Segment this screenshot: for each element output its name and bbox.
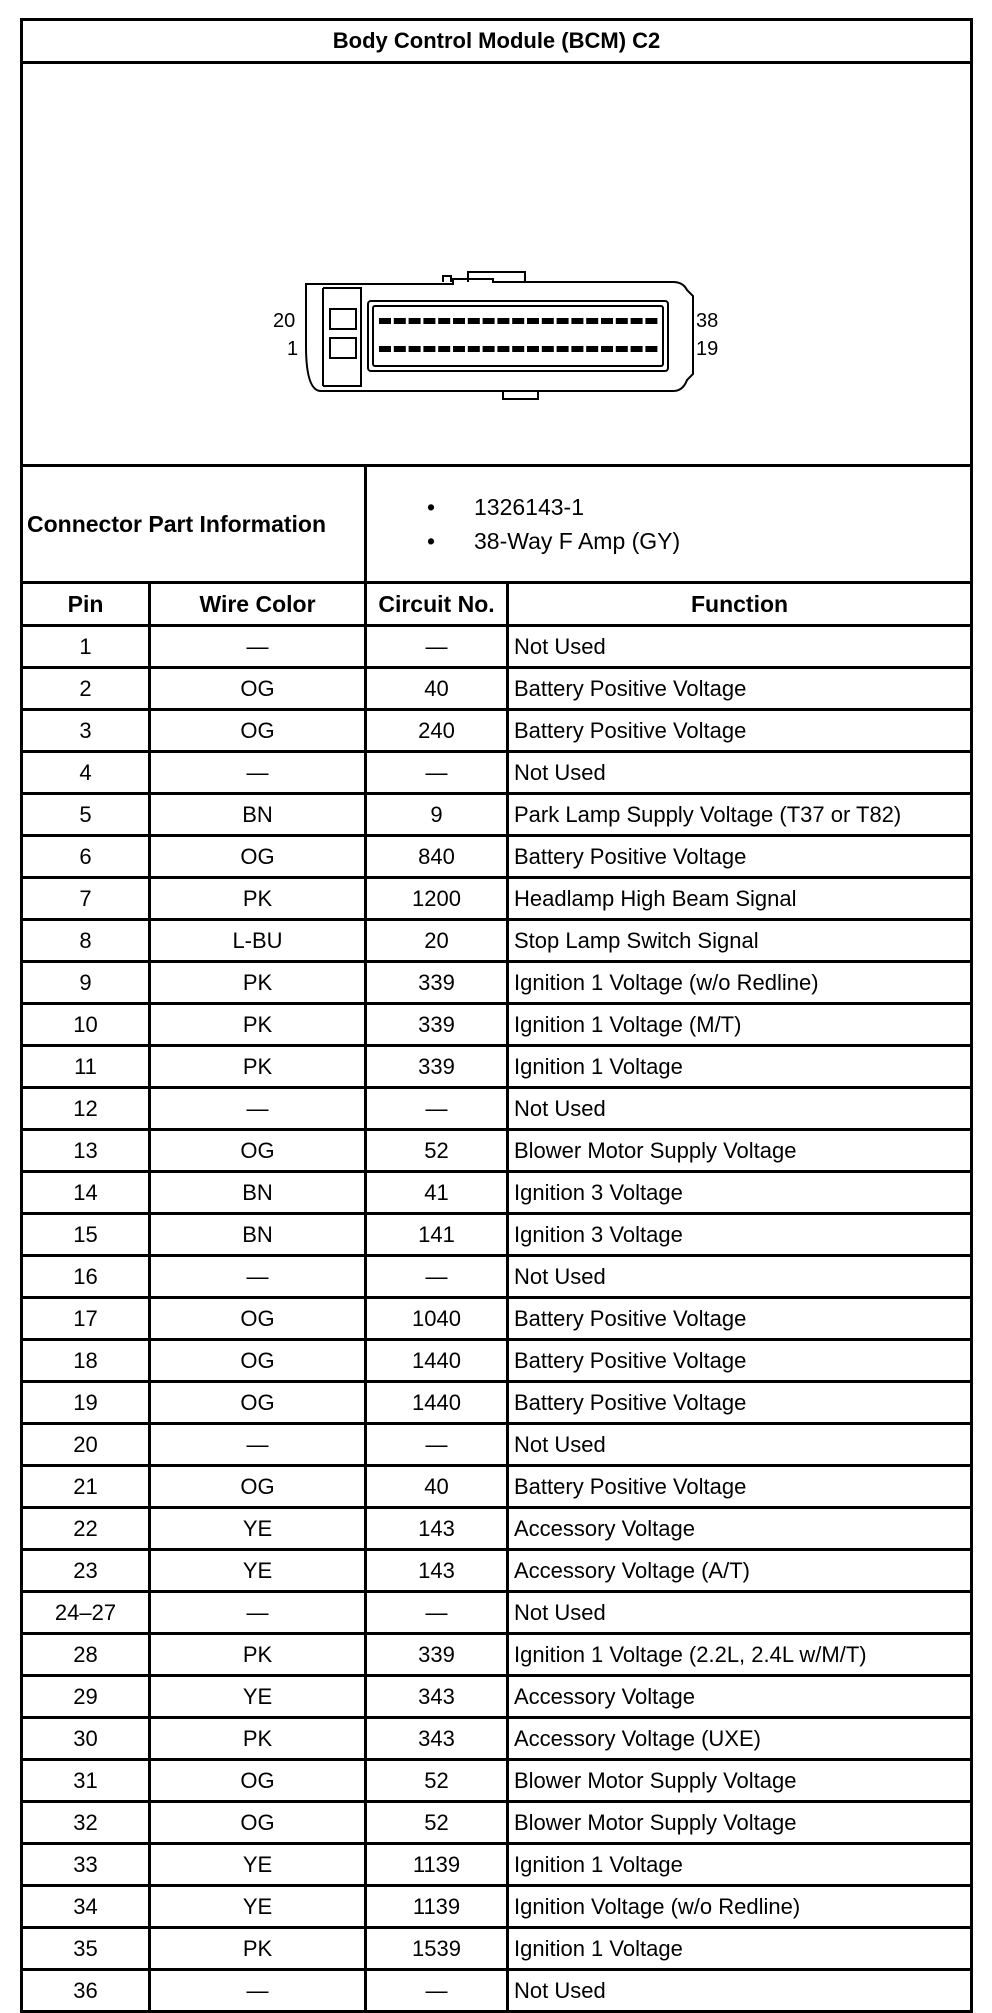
function-cell: Ignition Voltage (w/o Redline) bbox=[508, 1886, 972, 1928]
pin-cell: 2 bbox=[22, 668, 150, 710]
connector-description: 38-Way F Amp (GY) bbox=[474, 528, 681, 554]
table-row bbox=[22, 1046, 972, 1088]
circuit-cell: 343 bbox=[366, 1676, 508, 1718]
pin-cell: 13 bbox=[22, 1130, 150, 1172]
pin-cavity bbox=[453, 318, 465, 324]
connector-info-item bbox=[367, 490, 970, 524]
circuit-cell: 1200 bbox=[366, 878, 508, 920]
circuit-cell: 143 bbox=[366, 1508, 508, 1550]
column-header-pin: Pin bbox=[22, 583, 150, 626]
wire-color-cell: BN bbox=[150, 1214, 366, 1256]
circuit-cell: — bbox=[366, 752, 508, 794]
wire-color-cell: YE bbox=[150, 1550, 366, 1592]
pin-cavity bbox=[468, 346, 480, 352]
function-cell: Battery Positive Voltage bbox=[508, 1298, 972, 1340]
wire-color-cell: PK bbox=[150, 1718, 366, 1760]
pin-cell: 15 bbox=[22, 1214, 150, 1256]
pin-cavity bbox=[394, 318, 406, 324]
pin-cavity bbox=[645, 318, 657, 324]
connector-table bbox=[20, 18, 973, 2013]
pin-cell: 3 bbox=[22, 710, 150, 752]
circuit-cell: — bbox=[366, 1970, 508, 2012]
wire-color-cell: PK bbox=[150, 1928, 366, 1970]
function-cell: Accessory Voltage bbox=[508, 1676, 972, 1718]
column-header-circuit: Circuit No. bbox=[366, 583, 508, 626]
pin-label-top-left: 20 bbox=[273, 310, 296, 332]
connector-face-icon bbox=[23, 64, 973, 464]
table-row bbox=[22, 878, 972, 920]
wire-color-cell: PK bbox=[150, 878, 366, 920]
pin-cell: 29 bbox=[22, 1676, 150, 1718]
table-row bbox=[22, 1718, 972, 1760]
table-row bbox=[22, 1634, 972, 1676]
table-row bbox=[22, 1382, 972, 1424]
column-header-wire-color: Wire Color bbox=[150, 583, 366, 626]
pin-cavity bbox=[571, 346, 583, 352]
circuit-cell: 1040 bbox=[366, 1298, 508, 1340]
table-row bbox=[22, 668, 972, 710]
pin-cell: 32 bbox=[22, 1802, 150, 1844]
circuit-cell: 1539 bbox=[366, 1928, 508, 1970]
table-row bbox=[22, 1508, 972, 1550]
circuit-cell: 52 bbox=[366, 1802, 508, 1844]
pin-cavity bbox=[497, 346, 509, 352]
connector-info-label: Connector Part Information bbox=[22, 466, 366, 583]
circuit-cell: 20 bbox=[366, 920, 508, 962]
function-cell: Not Used bbox=[508, 752, 972, 794]
wire-color-cell: PK bbox=[150, 1004, 366, 1046]
column-header-function: Function bbox=[508, 583, 972, 626]
wire-color-cell: — bbox=[150, 752, 366, 794]
pin-cell: 5 bbox=[22, 794, 150, 836]
pin-cell: 10 bbox=[22, 1004, 150, 1046]
pin-cell: 21 bbox=[22, 1466, 150, 1508]
table-row bbox=[22, 1802, 972, 1844]
wire-color-cell: — bbox=[150, 1592, 366, 1634]
table-row bbox=[22, 836, 972, 878]
wire-color-cell: BN bbox=[150, 794, 366, 836]
pin-cavity bbox=[542, 346, 554, 352]
pin-cell: 14 bbox=[22, 1172, 150, 1214]
wire-color-cell: — bbox=[150, 1424, 366, 1466]
table-row bbox=[22, 710, 972, 752]
table-row bbox=[22, 1214, 972, 1256]
bullet-icon: • bbox=[427, 494, 436, 520]
function-cell: Battery Positive Voltage bbox=[508, 668, 972, 710]
circuit-cell: — bbox=[366, 1424, 508, 1466]
wire-color-cell: — bbox=[150, 1088, 366, 1130]
pin-cavity bbox=[438, 346, 450, 352]
wire-color-cell: PK bbox=[150, 1046, 366, 1088]
function-cell: Accessory Voltage bbox=[508, 1508, 972, 1550]
function-cell: Stop Lamp Switch Signal bbox=[508, 920, 972, 962]
table-row bbox=[22, 1130, 972, 1172]
table-row bbox=[22, 1970, 972, 2012]
circuit-cell: 141 bbox=[366, 1214, 508, 1256]
function-cell: Blower Motor Supply Voltage bbox=[508, 1760, 972, 1802]
wire-color-cell: PK bbox=[150, 1634, 366, 1676]
wire-color-cell: L-BU bbox=[150, 920, 366, 962]
pin-cell: 23 bbox=[22, 1550, 150, 1592]
pin-cavity bbox=[423, 318, 435, 324]
pin-cell: 8 bbox=[22, 920, 150, 962]
pin-cavity bbox=[453, 346, 465, 352]
pin-cell: 1 bbox=[22, 626, 150, 668]
pin-cavity bbox=[586, 346, 598, 352]
pin-cell: 11 bbox=[22, 1046, 150, 1088]
part-number: 1326143-1 bbox=[474, 494, 584, 520]
table-row bbox=[22, 626, 972, 668]
pin-cavity bbox=[527, 318, 539, 324]
function-cell: Ignition 1 Voltage (w/o Redline) bbox=[508, 962, 972, 1004]
circuit-cell: — bbox=[366, 1256, 508, 1298]
wire-color-cell: OG bbox=[150, 1466, 366, 1508]
table-row bbox=[22, 1424, 972, 1466]
pin-cavity bbox=[557, 346, 569, 352]
pin-cell: 4 bbox=[22, 752, 150, 794]
wire-color-cell: OG bbox=[150, 710, 366, 752]
pin-cavity bbox=[483, 346, 495, 352]
pin-label-bottom-left: 1 bbox=[287, 338, 299, 360]
pin-cell: 19 bbox=[22, 1382, 150, 1424]
page-title: Body Control Module (BCM) C2 bbox=[22, 20, 972, 63]
circuit-cell: 343 bbox=[366, 1718, 508, 1760]
table-row bbox=[22, 1676, 972, 1718]
function-cell: Battery Positive Voltage bbox=[508, 1340, 972, 1382]
wire-color-cell: YE bbox=[150, 1676, 366, 1718]
wire-color-cell: — bbox=[150, 1256, 366, 1298]
circuit-cell: 52 bbox=[366, 1760, 508, 1802]
function-cell: Not Used bbox=[508, 1424, 972, 1466]
table-row bbox=[22, 920, 972, 962]
circuit-cell: 40 bbox=[366, 668, 508, 710]
circuit-cell: 1139 bbox=[366, 1886, 508, 1928]
function-cell: Blower Motor Supply Voltage bbox=[508, 1130, 972, 1172]
pin-cavity bbox=[438, 318, 450, 324]
wire-color-cell: — bbox=[150, 1970, 366, 2012]
table-row bbox=[22, 1088, 972, 1130]
table-row bbox=[22, 1004, 972, 1046]
pin-cavity bbox=[601, 318, 613, 324]
pin-cavity bbox=[423, 346, 435, 352]
pin-cavity bbox=[571, 318, 583, 324]
table-row bbox=[22, 1298, 972, 1340]
circuit-cell: — bbox=[366, 1592, 508, 1634]
table-row bbox=[22, 752, 972, 794]
table-row bbox=[22, 1466, 972, 1508]
function-cell: Headlamp High Beam Signal bbox=[508, 878, 972, 920]
function-cell: Battery Positive Voltage bbox=[508, 1466, 972, 1508]
pin-label-bottom-right: 19 bbox=[696, 338, 719, 360]
circuit-cell: 41 bbox=[366, 1172, 508, 1214]
pin-cell: 7 bbox=[22, 878, 150, 920]
wire-color-cell: OG bbox=[150, 1382, 366, 1424]
circuit-cell: 1440 bbox=[366, 1382, 508, 1424]
function-cell: Not Used bbox=[508, 1088, 972, 1130]
circuit-cell: 143 bbox=[366, 1550, 508, 1592]
circuit-cell: — bbox=[366, 1088, 508, 1130]
circuit-cell: 1139 bbox=[366, 1844, 508, 1886]
pin-cavity bbox=[379, 318, 391, 324]
function-cell: Blower Motor Supply Voltage bbox=[508, 1802, 972, 1844]
wire-color-cell: YE bbox=[150, 1886, 366, 1928]
table-row bbox=[22, 794, 972, 836]
function-cell: Ignition 1 Voltage bbox=[508, 1928, 972, 1970]
pin-cell: 12 bbox=[22, 1088, 150, 1130]
pin-cell: 28 bbox=[22, 1634, 150, 1676]
pin-cavity bbox=[616, 346, 628, 352]
function-cell: Ignition 3 Voltage bbox=[508, 1214, 972, 1256]
pin-cavity bbox=[409, 318, 421, 324]
connector-info-list bbox=[366, 466, 972, 583]
pin-cell: 16 bbox=[22, 1256, 150, 1298]
circuit-cell: 9 bbox=[366, 794, 508, 836]
function-cell: Ignition 1 Voltage (2.2L, 2.4L w/M/T) bbox=[508, 1634, 972, 1676]
pin-cavity bbox=[379, 346, 391, 352]
circuit-cell: 52 bbox=[366, 1130, 508, 1172]
table-row bbox=[22, 962, 972, 1004]
function-cell: Not Used bbox=[508, 1592, 972, 1634]
circuit-cell: 339 bbox=[366, 962, 508, 1004]
table-row bbox=[22, 1886, 972, 1928]
table-row bbox=[22, 1256, 972, 1298]
wire-color-cell: YE bbox=[150, 1844, 366, 1886]
pin-cell: 17 bbox=[22, 1298, 150, 1340]
function-cell: Not Used bbox=[508, 626, 972, 668]
pin-cell: 6 bbox=[22, 836, 150, 878]
function-cell: Battery Positive Voltage bbox=[508, 836, 972, 878]
function-cell: Not Used bbox=[508, 1256, 972, 1298]
circuit-cell: 339 bbox=[366, 1046, 508, 1088]
wire-color-cell: BN bbox=[150, 1172, 366, 1214]
function-cell: Battery Positive Voltage bbox=[508, 710, 972, 752]
pin-cell: 35 bbox=[22, 1928, 150, 1970]
circuit-cell: 339 bbox=[366, 1004, 508, 1046]
pin-cavity bbox=[557, 318, 569, 324]
pin-cell: 22 bbox=[22, 1508, 150, 1550]
table-row bbox=[22, 1592, 972, 1634]
table-row bbox=[22, 1340, 972, 1382]
pin-cavity bbox=[631, 318, 643, 324]
function-cell: Ignition 1 Voltage (M/T) bbox=[508, 1004, 972, 1046]
pin-cavity bbox=[512, 318, 524, 324]
wire-color-cell: PK bbox=[150, 962, 366, 1004]
pin-cavity bbox=[631, 346, 643, 352]
pin-cavity bbox=[497, 318, 509, 324]
pin-cavity bbox=[616, 318, 628, 324]
pin-cavity bbox=[483, 318, 495, 324]
circuit-cell: — bbox=[366, 626, 508, 668]
pin-cavity bbox=[645, 346, 657, 352]
function-cell: Not Used bbox=[508, 1970, 972, 2012]
pin-cavity bbox=[409, 346, 421, 352]
circuit-cell: 840 bbox=[366, 836, 508, 878]
circuit-cell: 1440 bbox=[366, 1340, 508, 1382]
pin-cavity bbox=[586, 318, 598, 324]
pin-cell: 36 bbox=[22, 1970, 150, 2012]
pin-cavity bbox=[542, 318, 554, 324]
wire-color-cell: OG bbox=[150, 1298, 366, 1340]
table-row bbox=[22, 1928, 972, 1970]
pin-cavity bbox=[527, 346, 539, 352]
wire-color-cell: OG bbox=[150, 836, 366, 878]
table-row bbox=[22, 1844, 972, 1886]
table-row bbox=[22, 1760, 972, 1802]
circuit-cell: 240 bbox=[366, 710, 508, 752]
function-cell: Ignition 3 Voltage bbox=[508, 1172, 972, 1214]
table-row bbox=[22, 1550, 972, 1592]
pin-cell: 30 bbox=[22, 1718, 150, 1760]
pin-cell: 31 bbox=[22, 1760, 150, 1802]
wire-color-cell: OG bbox=[150, 1130, 366, 1172]
connector-info-item bbox=[367, 524, 970, 558]
wire-color-cell: OG bbox=[150, 1802, 366, 1844]
pin-cell: 34 bbox=[22, 1886, 150, 1928]
pin-cell: 24–27 bbox=[22, 1592, 150, 1634]
pin-cavity bbox=[512, 346, 524, 352]
pin-cell: 33 bbox=[22, 1844, 150, 1886]
pin-cell: 9 bbox=[22, 962, 150, 1004]
pin-rows bbox=[22, 626, 972, 2012]
pin-cell: 20 bbox=[22, 1424, 150, 1466]
wire-color-cell: OG bbox=[150, 1760, 366, 1802]
pin-cavity bbox=[601, 346, 613, 352]
connector-diagram bbox=[22, 63, 972, 466]
function-cell: Accessory Voltage (UXE) bbox=[508, 1718, 972, 1760]
function-cell: Park Lamp Supply Voltage (T37 or T82) bbox=[508, 794, 972, 836]
function-cell: Battery Positive Voltage bbox=[508, 1382, 972, 1424]
connector-sheet bbox=[20, 18, 970, 2013]
wire-color-cell: OG bbox=[150, 1340, 366, 1382]
wire-color-cell: OG bbox=[150, 668, 366, 710]
wire-color-cell: YE bbox=[150, 1508, 366, 1550]
table-row bbox=[22, 1172, 972, 1214]
circuit-cell: 40 bbox=[366, 1466, 508, 1508]
pin-cavity bbox=[394, 346, 406, 352]
pin-cavity bbox=[468, 318, 480, 324]
pin-label-top-right: 38 bbox=[696, 310, 719, 332]
bullet-icon: • bbox=[427, 528, 436, 554]
function-cell: Ignition 1 Voltage bbox=[508, 1844, 972, 1886]
circuit-cell: 339 bbox=[366, 1634, 508, 1676]
pin-cell: 18 bbox=[22, 1340, 150, 1382]
function-cell: Accessory Voltage (A/T) bbox=[508, 1550, 972, 1592]
function-cell: Ignition 1 Voltage bbox=[508, 1046, 972, 1088]
wire-color-cell: — bbox=[150, 626, 366, 668]
